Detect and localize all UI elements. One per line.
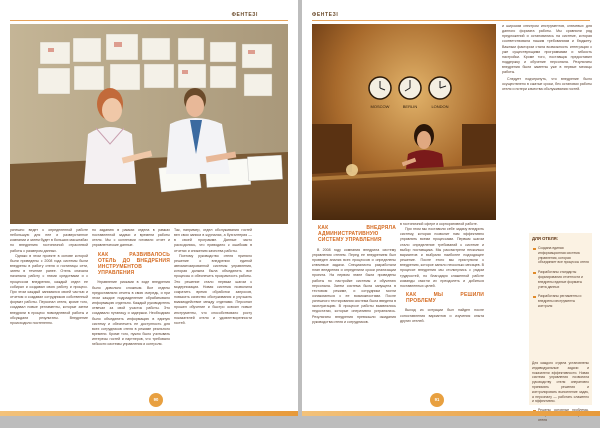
clock-label-london: LONDON bbox=[431, 104, 449, 109]
clock-label-moscow: MOSCOW bbox=[370, 104, 390, 109]
right-page bbox=[302, 0, 600, 422]
right-header bbox=[312, 9, 590, 21]
sidebox-item: Разработаны регламенты и внедрены инструменты контроля bbox=[532, 294, 589, 308]
right-col2-para2: При этом мы поставили себе задачу внедрить систему, которая позволит нам эффективно управлять всеми процессами. Первым шагом стало определение требований к системе и выбор поставщика. Мы рассмотрели несколько вариантов и выбрали наиболее подходящее решение. После этого мы приступили к внедрению, которое заняло несколько месяцев. В процессе внедрения мы столкнулись с рядом трудностей, но благодаря слаженной работе команды смогли их преодолеть и добиться поставленных целей. bbox=[400, 227, 484, 288]
office-photo bbox=[10, 24, 288, 224]
left-col2-para1: по заданию в рамках отдела в рамках поставленной задачи и времени работы отеля. Мы с коллегами готовили отчет и управленческие данные. bbox=[92, 228, 170, 248]
left-col1-para2: Однако в этом проекте в основе которой были приведены с 2008 года системы были внедрены в работу отеля и гостиницы сети, затем в течение ранее. Отель сначала начинала работу с этими средствами и с процессом внедрения, каждый отдел ее собирал и создавал свою работу и процесс. При этом каждый занимался своей частью и отчетом и создавал сотрудников собственный формат работы. Персонал отеля, кроме того, создавал новые регламенты, которые затем внедряли в процесс повседневной работы и обсуждали результаты. Внедрение происходило постепенно. bbox=[10, 253, 88, 325]
clock-berlin bbox=[399, 77, 421, 99]
right-subheading-1: КАК ВНЕДРЯЛА АДМИНИСТРАТИВНУЮ СИСТЕМУ УПРАВЛЕНИЯ bbox=[318, 225, 396, 244]
right-col3-para2: Следует подчеркнуть, что внедрение было осуществлено в сжатые сроки, без остановки работы отеля и потери качества обслуживания гостей. bbox=[502, 76, 592, 91]
sidebox-list bbox=[532, 246, 589, 314]
right-col2-para1: в гостиничной сфере и корпоративной работе. bbox=[400, 222, 478, 226]
clock-london bbox=[429, 77, 451, 99]
left-page bbox=[0, 0, 298, 416]
right-column-1 bbox=[312, 222, 396, 408]
left-page-number: 90 bbox=[149, 393, 163, 407]
sidebox-item: Разработаны стандарты формирования отчетности и внедрены единые форматы учета данных bbox=[532, 270, 589, 289]
right-col3-para1: и широким спектром инструментов, ключевых для данного формата работы. Мы сравнили ряд предложений и остановились на системе, которая соответствовала нашим требованиям и бюджету. Важным фактором стала возможность интеграции с уже существующими программами и гибкость настройки. Кроме того, поставщик предоставил поддержку и обучение персонала. Результаты внедрения были заметны уже в первые месяцы работы. bbox=[502, 24, 592, 75]
right-col1-para: В 2008 году компания внедрила систему управления отелем. Перед ее внедрением был проведен анализ всех процессов и определены ключевые задачи. Специалисты разработали план внедрения и определили сроки реализации проекта. На первом этапе были проведены работы по настройке системы и обучению персонала. Затем система была запущена в тестовом режиме, и сотрудники могли ознакомиться с ее возможностями. После успешного тестирования система была введена в эксплуатацию. В процессе работы выявлялись недостатки, которые оперативно устранялись. Результаты внедрения превзошли ожидания руководства отеля и сотрудников. bbox=[312, 247, 396, 324]
left-bottom-stripe bbox=[0, 411, 298, 416]
left-column-2 bbox=[92, 228, 170, 406]
sidebox-item: Создана единая информационная система управления, которая объединяет все процессы отеля bbox=[532, 246, 589, 265]
left-header-label: ФЕНТЕЗІ bbox=[231, 12, 258, 18]
right-col2-para3: Выход из ситуации был найден после сопоставления вариантов и изучения опыта других отелей. bbox=[400, 308, 484, 323]
right-bottom-stripe bbox=[302, 411, 600, 416]
left-col2-para2: Управление рисками в ходе внедрения было довольно сложным. Все отделы предоставляли отчеты в свою очередь, и при этом каждое подразделение обрабатывало информацию отдельно. Каждый руководитель отвечал за свой участок работы. Это создавало путаницу и задержки. Необходимо было объединить информацию в единую систему и обеспечить ее доступность для всех сотрудников отеля в режиме реального времени. Кроме того, нужно было учитывать интересы гостей и партнеров, что требовало гибкости системы управления и контроля. bbox=[92, 280, 170, 347]
left-column-1 bbox=[10, 228, 88, 406]
sidebox-note-text: Для каждого отдела установлены индивидуальные задачи и показатели эффективности. Новая система управления позволила руководству отеля оперативно принимать решения и контролировать выполнение задач, а персоналу — работать слаженно и эффективно. bbox=[532, 361, 589, 404]
right-column-3-top bbox=[502, 24, 592, 174]
left-col3-para1: Так, например, отдел обслуживания гостей вел свои записи в журналах, а бухгалтерия — в своей программе. Данные часто расходились, что приводило к ошибкам в отчетах и снижению качества работы. bbox=[174, 228, 252, 253]
left-col1-para1: успешно ведет к определенной работе небольшую для нее и разверстанное компании и затем будет в больших масштабах по внедрению гостиничной отраслевой работы с размером данных. bbox=[10, 228, 89, 253]
right-header-label: ФЕНТЕЗІ bbox=[312, 12, 339, 18]
left-header bbox=[10, 9, 288, 21]
right-subheading-2: КАК МЫ РЕШИЛИ ПРОБЛЕМУ bbox=[406, 292, 484, 305]
sidebox-note bbox=[532, 361, 589, 428]
sidebox-item: отеля bbox=[532, 408, 589, 422]
left-subheading: КАК РАЗВИВАЛОСЬ ОТЕЛЬ ДО ВНЕДРЕНИЯ ИНСТРУМЕНТОВ УПРАВЛЕНИЯ bbox=[98, 251, 170, 277]
results-sidebox bbox=[529, 233, 592, 422]
clock-label-berlin: BERLIN bbox=[402, 104, 418, 109]
sidebox-title: ДЛЯ ОТЕЛЯ: bbox=[532, 236, 559, 241]
left-col3-para2: Поэтому руководство отеля приняло решение о внедрении единой автоматизированной системы управления, которая должна была объединить все процессы и обеспечить прозрачность работы. Это решение стало первым шагом к модернизации. Новая система позволила сократить время обработки запросов, повысить качество обслуживания и улучшить взаимодействие между отделами. Персонал прошел обучение и быстро освоил новые инструменты, что способствовало росту показателей отеля и удовлетворенности гостей. bbox=[174, 253, 252, 325]
right-page-number: 91 bbox=[430, 393, 444, 407]
reception-photo bbox=[312, 24, 496, 220]
clock-moscow bbox=[369, 77, 391, 99]
right-column-2 bbox=[400, 222, 484, 408]
left-column-3 bbox=[174, 228, 252, 406]
